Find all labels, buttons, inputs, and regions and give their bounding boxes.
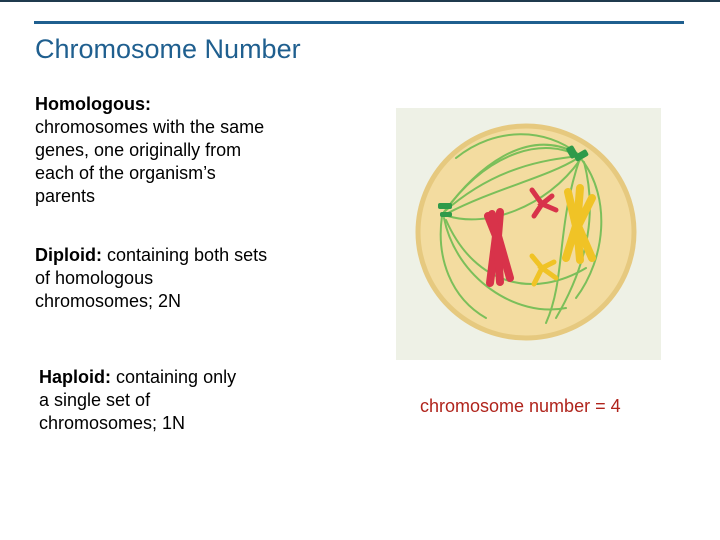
definition-term: Homologous:: [35, 94, 151, 114]
slide-top-border: [0, 0, 720, 2]
cell-diagram: [396, 108, 661, 360]
definition-text: chromosomes with the same genes, one originally from each of the organism’s parents: [35, 117, 265, 206]
definition-text: containing only a single set of chromosomes; 1N: [39, 367, 237, 433]
definition-text: containing both sets of homologous chromosomes; 2N: [35, 245, 268, 311]
definition-term: Diploid:: [35, 245, 102, 265]
definition-haploid: [39, 366, 239, 435]
slide-title: Chromosome Number: [35, 34, 301, 64]
definition-diploid: [35, 244, 275, 313]
title-rule: [34, 21, 684, 24]
definition-term: Haploid:: [39, 367, 111, 387]
chromosome-number-caption: chromosome number = 4: [420, 396, 621, 416]
cell-illustration: [396, 108, 661, 360]
definition-homologous: [35, 93, 265, 208]
